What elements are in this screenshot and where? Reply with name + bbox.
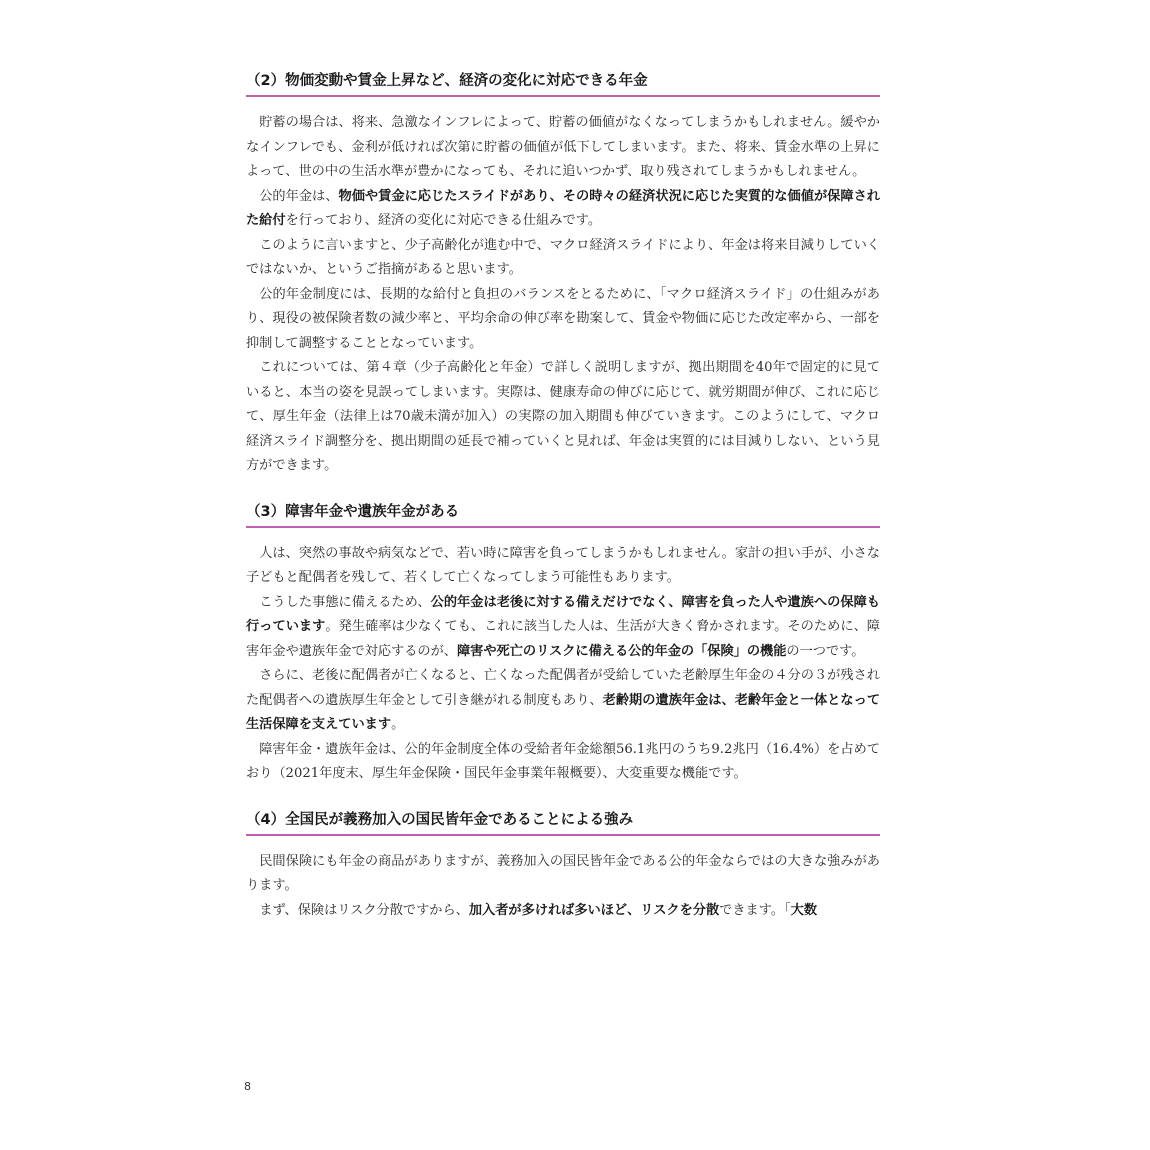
section-body — [246, 542, 880, 787]
bold-text: 老齢期の遺族年金は、老齢年金と一体となって生活保障を支えています — [246, 692, 881, 732]
section-2 — [246, 68, 880, 479]
text-run: の一つです。 — [786, 643, 865, 659]
text-run: 。発生確率は少なくても、これに該当した人は、生活が大きく脅かされます。そのために、障害年金や遺族年金で対応するのが、 — [246, 619, 880, 659]
text-run: 。 — [391, 717, 405, 732]
text-run: 民間保険にも年金の商品がありますが、義務加入の国民皆年金である公的年金ならではの大きな強みがあります。 — [246, 853, 880, 893]
text-run: を行っており、経済の変化に対応できる仕組みです。 — [285, 213, 602, 228]
paragraph — [246, 234, 880, 283]
text-run: 障害年金・遺族年金は、公的年金制度全体の受給者年金総額56.1兆円のうち9.2兆円（16.4%）を占めており（2021年度末、厚生年金保険・国民年金事業年報概要）、大変重要な機能です。 — [246, 741, 880, 781]
paragraph — [246, 850, 880, 899]
text-run: まず、保険はリスク分散ですから、 — [259, 902, 469, 918]
paragraph — [246, 591, 880, 665]
bold-text: 公的年金は老後に対する備えだけでなく、障害を負った人や遺族への保障も行っています — [246, 594, 880, 634]
section-heading: （4）全国民が義務加入の国民皆年金であることによる強み — [246, 807, 880, 836]
paragraph — [246, 664, 880, 738]
section-4 — [246, 807, 880, 924]
paragraph — [246, 111, 880, 185]
section-3 — [246, 499, 880, 787]
text-run: できます。「 — [719, 902, 791, 918]
text-run: こうした事態に備えるため、 — [259, 594, 431, 610]
text-run: 公的年金制度には、長期的な給付と負担のバランスをとるために、「マクロ経済スライド」の仕組みがあり、現役の被保険者数の減少率と、平均余命の伸び率を勘案して、賃金や物価に応じた改定率から、一部を抑制して調整することとなっています。 — [246, 286, 880, 351]
page-number: 8 — [244, 1080, 251, 1093]
section-body — [246, 850, 880, 924]
bold-text: 障害や死亡のリスクに備える公的年金の「保険」の機能 — [457, 643, 787, 659]
text-run: これについては、第４章（少子高齢化と年金）で詳しく説明しますが、拠出期間を40年で固定的に見ていると、本当の姿を見誤ってしまいます。実際は、健康寿命の伸びに応じて、就労期間が伸び、これに応じて、厚生年金（法律上は70歳未満が加入）の実際の加入期間も伸びていきます。このようにして、マクロ経済スライド調整分を、拠出期間の延長で補っていくと見れば、年金は実質的には目減りしない、という見方ができます。 — [246, 360, 880, 473]
section-heading: （3）障害年金や遺族年金がある — [246, 499, 880, 528]
text-run: 貯蓄の場合は、将来、急激なインフレによって、貯蓄の価値がなくなってしまうかもしれません。緩やかなインフレでも、金利が低ければ次第に貯蓄の価値が低下してしまいます。また、将来、賃金水準の上昇によって、世の中の生活水準が豊かになっても、それに追いつかず、取り残されてしまうかもしれません。 — [246, 115, 880, 179]
bold-text: 大数 — [790, 902, 818, 918]
paragraph — [246, 542, 880, 591]
bold-text: 物価や賃金に応じたスライドがあり、その時々の経済状況に応じた実質的な価値が保障された給付 — [246, 188, 880, 228]
paragraph — [246, 356, 880, 479]
text-run: 人は、突然の事故や病気などで、若い時に障害を負ってしまうかもしれません。家計の担い手が、小さな子どもと配偶者を残して、若くして亡くなってしまう可能性もあります。 — [246, 545, 880, 585]
text-run: さらに、老後に配偶者が亡くなると、亡くなった配偶者が受給していた老齢厚生年金の４分の３が残された配偶者への遺族厚生年金として引き継がれる制度もあり、 — [246, 668, 880, 708]
section-heading: （2）物価変動や賃金上昇など、経済の変化に対応できる年金 — [246, 68, 880, 97]
bold-text: 加入者が多ければ多いほど、リスクを分散 — [468, 902, 720, 918]
section-body — [246, 111, 880, 479]
paragraph — [246, 185, 880, 234]
text-run: 公的年金は、 — [259, 188, 339, 204]
page-content — [246, 68, 880, 923]
paragraph — [246, 283, 880, 357]
paragraph — [246, 899, 880, 924]
paragraph — [246, 738, 880, 787]
text-run: このように言いますと、少子高齢化が進む中で、マクロ経済スライドにより、年金は将来目減りしていくではないか、というご指摘があると思います。 — [246, 237, 880, 277]
